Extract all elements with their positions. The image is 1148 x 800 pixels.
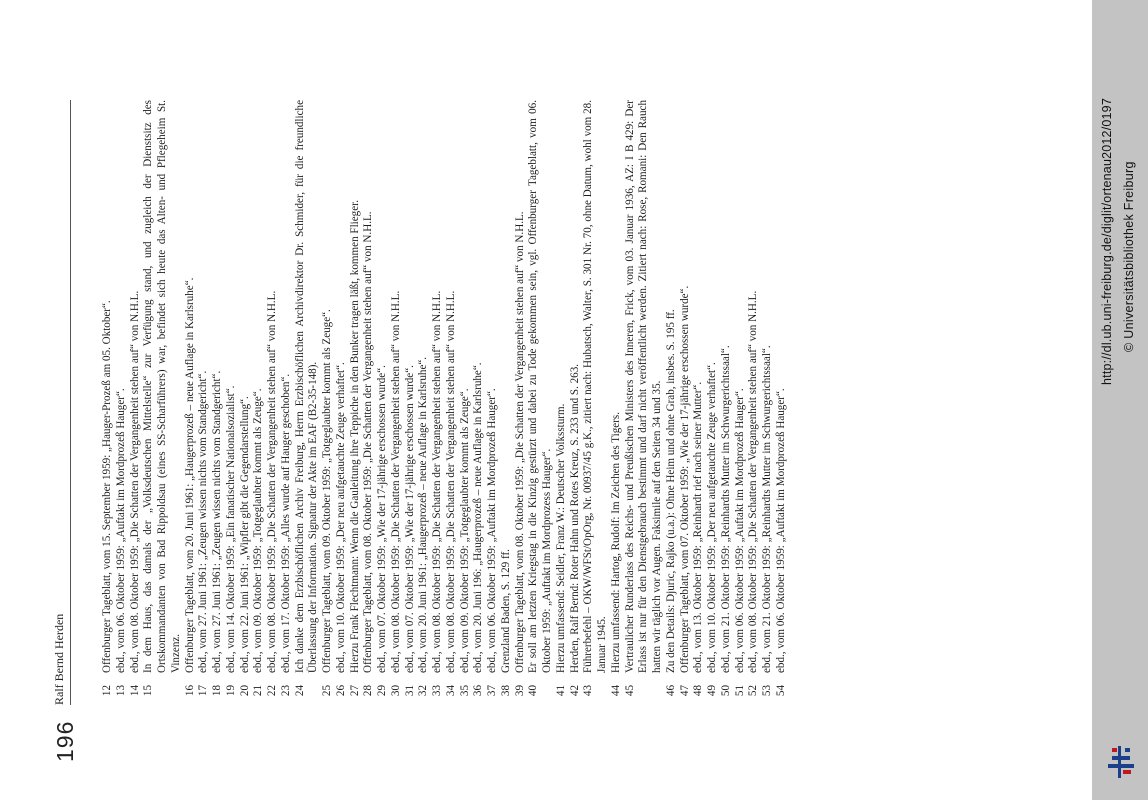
- footnote-text: Herden, Ralf Bernd: Roter Hahn und Rotes Kreuz, S. 233 und S. 263.: [568, 363, 581, 673]
- footnote-text: ebd., vom 09. Oktober 1959: „Totgeglaubter kommt als Zeuge“.: [252, 388, 265, 673]
- footnote: [486, 100, 500, 705]
- footnote-number: 15: [142, 685, 155, 697]
- footnote: [445, 100, 459, 705]
- footnote-number: 30: [389, 685, 402, 697]
- footnote-text: ebd., vom 20. Juni 196: „Haugerprozeß – neue Auflage in Karlsruhe“.: [472, 362, 485, 673]
- footnote-number: 53: [761, 685, 773, 697]
- footnote-number: 12: [101, 685, 113, 697]
- footnote-text: ebd., vom 06. Oktober 1959: „Auftakt im Mordprozeß Hauger“.: [774, 388, 787, 673]
- footnote-text: Offenburger Tageblatt, vom 20. Juni 1961: „Haugerprozeß – neue Auflage in Karlsruhe“.: [183, 277, 196, 673]
- footnote: [115, 100, 129, 705]
- footnote: [349, 100, 363, 705]
- library-sidebar: [1092, 0, 1148, 800]
- footnote-number: 19: [224, 685, 237, 697]
- footnote: [335, 100, 349, 705]
- footnote: [197, 100, 211, 705]
- footnote-text: ebd., vom 08. Oktober 1959: „Die Schatten der Vergangenheit stehen auf“ von N.H.L.: [128, 290, 141, 673]
- footnote-number: 25: [321, 685, 333, 697]
- footnote: [129, 100, 143, 705]
- footnote-number: 38: [499, 685, 512, 697]
- footnote: [266, 100, 280, 705]
- footnote-number: 21: [252, 685, 265, 697]
- footnote-text: Offenburger Tageblatt, vom 08. Oktober 1959: „Die Schatten der Vergangenheit stehen auf“ von N.H.L.: [362, 211, 375, 673]
- footnote-number: 33: [431, 685, 443, 697]
- footnote: [706, 100, 720, 705]
- footnote: [417, 100, 431, 705]
- footnote-text: Offenburger Tageblatt, vom 09. Oktober 1959: „Totgeglaubter kommt als Zeuge“.: [321, 309, 333, 673]
- footnote-text: Hierzu Frank Flechtmann: Wenn die Gauleitung ihre Teppiche in den Bunker tragen läßt, kommen Flieger.: [348, 200, 361, 673]
- footnote-text: ebd., vom 06. Oktober 1959: „Auftakt im Mordprozeß Hauger“.: [486, 388, 498, 673]
- footnote: [679, 100, 693, 705]
- footnote-number: 41: [554, 685, 567, 697]
- footnote: [527, 100, 555, 705]
- footnote-number: 26: [334, 685, 347, 697]
- footnote-number: 50: [719, 685, 732, 697]
- footnote: [472, 100, 486, 705]
- footnote-text: ebd., vom 06. Oktober 1959: „Auftakt im Mordprozeß Hauger“.: [733, 388, 746, 673]
- footnote: [610, 100, 624, 705]
- footnote-number: 29: [376, 685, 388, 697]
- footnote-text: Offenburger Tageblatt, vom 15. September 1959: „Hauger-Prozeß am 05. Oktober“.: [101, 300, 113, 673]
- footnote: [294, 100, 322, 705]
- footnote: [252, 100, 266, 705]
- footnote-number: 44: [609, 685, 622, 697]
- footnote: [775, 100, 789, 705]
- footnote-number: 16: [183, 685, 196, 697]
- footnote-text: ebd., vom 07. Oktober 1959: „Wie der 17-jährige erschossen wurde“.: [376, 365, 388, 673]
- footnote: [747, 100, 761, 705]
- footnote-number: 34: [444, 685, 457, 697]
- footnote: [459, 100, 473, 705]
- footnote-text: ebd., vom 13. Oktober 1959: „Reinhardt rief nach seiner Mutter“.: [692, 381, 705, 673]
- footnote: [582, 100, 610, 705]
- page-number: 196: [52, 720, 78, 762]
- footnote-number: 43: [582, 685, 595, 697]
- copyright-notice: © Universitätsbibliothek Freiburg: [1122, 161, 1136, 352]
- footnote-number: 18: [211, 685, 223, 697]
- footnote-number: 45: [623, 685, 636, 697]
- footnote-text: ebd., vom 27. Juni 1961: „Zeugen wissen nichts vom Standgericht“.: [211, 370, 223, 673]
- sidebar-content: [1092, 0, 1148, 800]
- document-url-link[interactable]: http://dl.ub.uni-freiburg.de/diglit/ortenau2012/0197: [1100, 98, 1114, 385]
- footnote-number: 39: [513, 685, 526, 697]
- footnote-number: 46: [664, 685, 677, 697]
- footnote-text: ebd., vom 08. Oktober 1959: „Die Schatten der Vergangenheit stehen auf“ von N.H.L.: [389, 290, 402, 673]
- footnote-text: ebd., vom 08. Oktober 1959: „Die Schatten der Vergangenheit stehen auf“ von N.H.L.: [266, 290, 278, 673]
- footnote-number: 20: [238, 685, 251, 697]
- footnote: [280, 100, 294, 705]
- footnote: [569, 100, 583, 705]
- footnote: [142, 100, 183, 705]
- footnote: [239, 100, 253, 705]
- footnote-text: Vertraulicher Runderlass des Reichs- und Preußischen Ministers des Inneren, Frick, vom 03. Januar 1936, AZ: I B 429: Der Erlass ist nur für den Dienstgebrauch bestimmt und darf nicht veröffentlicht werden. Zitiert nach: Rose, Romani: Den Rauch hatten wir täglich vor Augen. Faksimile auf den Seiten 34 und 35.: [623, 100, 663, 673]
- footnote-text: Führerbefehl – OKW/WFSt/OpOrg, Nr. 00937/45 g.K., zitiert nach: Hubatsch, Walter, S. 301 Nr. 70, ohne Datum, wohl vom 28. Januar 1945.: [582, 100, 608, 673]
- footnote-number: 47: [678, 685, 691, 697]
- footnote-number: 17: [197, 685, 210, 697]
- header-rule: [70, 100, 71, 705]
- footnote-number: 54: [774, 685, 787, 697]
- footnote-number: 22: [266, 685, 278, 697]
- footnote-text: ebd., vom 10. Oktober 1959: „Der neu aufgetauchte Zeuge verhaftet“.: [334, 362, 347, 673]
- footnote: [225, 100, 239, 705]
- footnote-text: ebd., vom 14. Oktober 1959: „Ein fanatischer Nationalsozialist“.: [224, 385, 237, 673]
- footnote-text: Hierzu umfassend: Hartog, Rudolf: Im Zeichen des Tigers.: [609, 412, 622, 673]
- footnote-text: Grenzland Baden, S. 129 ff.: [499, 549, 512, 673]
- footnote-number: 13: [114, 685, 127, 697]
- footnote-text: ebd., vom 21. Oktober 1959: „Reinhardts Mutter im Schwurgerichtssaal“.: [719, 345, 732, 673]
- footnote-text: ebd., vom 27. Juni 1961: „Zeugen wissen nichts vom Standgericht“.: [197, 370, 210, 673]
- footnote-number: 28: [362, 685, 375, 697]
- footnote-text: Zu den Details: Djuric, Rajko (u.a.): Ohne Heim und ohne Grab, insbes. S. 195 ff.: [664, 309, 677, 673]
- footnote-text: ebd., vom 07. Oktober 1959: „Wie der 17-jährige erschossen wurde“.: [403, 365, 416, 673]
- footnote-text: ebd., vom 21. Oktober 1959: „Reinhardts Mutter im Schwurgerichtssaal“.: [761, 345, 773, 673]
- footnote-text: ebd., vom 08. Oktober 1959: „Die Schatten der Vergangenheit stehen auf“ von N.H.L.: [747, 290, 760, 673]
- footnote-number: 52: [747, 685, 760, 697]
- footnote-text: Offenburger Tageblatt, vom 07. Oktober 1959: „Wie der 17-jährige erschossen wurde“.: [678, 285, 691, 673]
- footnote-number: 42: [568, 685, 581, 697]
- footnote: [101, 100, 115, 705]
- footnote-number: 23: [279, 685, 292, 697]
- university-library-logo-icon: [1104, 742, 1138, 782]
- footnote: [390, 100, 404, 705]
- footnote: [720, 100, 734, 705]
- footnote-number: 32: [417, 685, 430, 697]
- footnote: [761, 100, 775, 705]
- footnote: [404, 100, 418, 705]
- footnote-number: 40: [527, 685, 540, 697]
- footnote-text: Ich danke dem Erzbischöflichen Archiv Freiburg, Herrn Erzbischöflichen Archivdirektor Dr. Schmider, für die freundliche Überlassung der Information. Signatur der Akte im EAF (B2-35-148).: [293, 100, 320, 673]
- footnote: [514, 100, 528, 705]
- footnote-text: In dem Haus, das damals der „Volksdeutschen Mittelstelle“ zur Verfügung stand, und zugleich der Dienstsitz des Ortskommandanten von Bad Rippoldsau (eines SS-Scharführers) war, befindet sich heute das Alten- und Pflegeheim St. Vinzenz.: [142, 100, 182, 673]
- footnote-number: 36: [472, 685, 485, 697]
- footnote: [211, 100, 225, 705]
- footnote-number: 49: [706, 685, 718, 697]
- footnote-text: ebd., vom 08. Oktober 1959: „Die Schatten der Vergangenheit stehen auf“ von N.H.L.: [444, 290, 457, 673]
- footnote-text: ebd., vom 17. Oktober 1959: „Alles wurde auf Hauger geschoben“.: [279, 373, 292, 673]
- footnotes-list: [101, 100, 789, 705]
- footnote: [734, 100, 748, 705]
- footnote: [376, 100, 390, 705]
- footnote-text: Hierzu umfassend: Seidler, Franz W.: Deutscher Volkssturm.: [554, 403, 567, 673]
- footnote: [624, 100, 665, 705]
- footnote-number: 48: [692, 685, 705, 697]
- footnote-text: ebd., vom 20. Juni 1961: „Haugerprozeß – neue Auflage in Karlsruhe“.: [417, 356, 430, 673]
- footnote-number: 31: [403, 685, 416, 697]
- footnote-text: Offenburger Tageblatt, vom 08. Oktober 1959: „Die Schatten der Vergangenheit stehen auf“ von N.H.L.: [513, 211, 526, 673]
- footnote-number: 51: [733, 685, 746, 697]
- footnote-text: ebd., vom 10. Oktober 1959: „Der neu aufgetauchte Zeuge verhaftet“.: [706, 362, 718, 673]
- footnote: [321, 100, 335, 705]
- footnote: [431, 100, 445, 705]
- footnote: [362, 100, 376, 705]
- footnote: [555, 100, 569, 705]
- footnote-number: 37: [486, 685, 498, 697]
- footnote-number: 24: [293, 685, 306, 697]
- footnote: [500, 100, 514, 705]
- footnote-text: ebd., vom 08. Oktober 1959: „Die Schatten der Vergangenheit stehen auf“ von N.H.L.: [431, 290, 443, 673]
- running-head: Ralf Bernd Herden: [52, 613, 66, 705]
- footnote-text: Er soll am letzten Kriegstag in die Kinzig gestürzt und dabei zu Tode gekommen sein, vgl. Offenburger Tageblatt, vom 06. Oktober 1959: „Auftakt im Mordprozess Hauger“.: [527, 100, 553, 673]
- footnote-number: 14: [128, 685, 141, 697]
- footnote-number: 35: [458, 685, 471, 697]
- footnote: [692, 100, 706, 705]
- footnote-text: ebd., vom 06. Oktober 1959: „Auftakt im Mordprozeß Hauger“.: [114, 388, 127, 673]
- footnote-text: ebd., vom 09. Oktober 1959: „Totgeglaubter kommt als Zeuge“.: [458, 388, 471, 673]
- footnote-text: ebd., vom 22. Juni 1961: „Wipfler gibt die Gegendarstellung“.: [238, 396, 251, 673]
- footnote: [665, 100, 679, 705]
- footnote: [184, 100, 198, 705]
- footnote-number: 27: [348, 685, 361, 697]
